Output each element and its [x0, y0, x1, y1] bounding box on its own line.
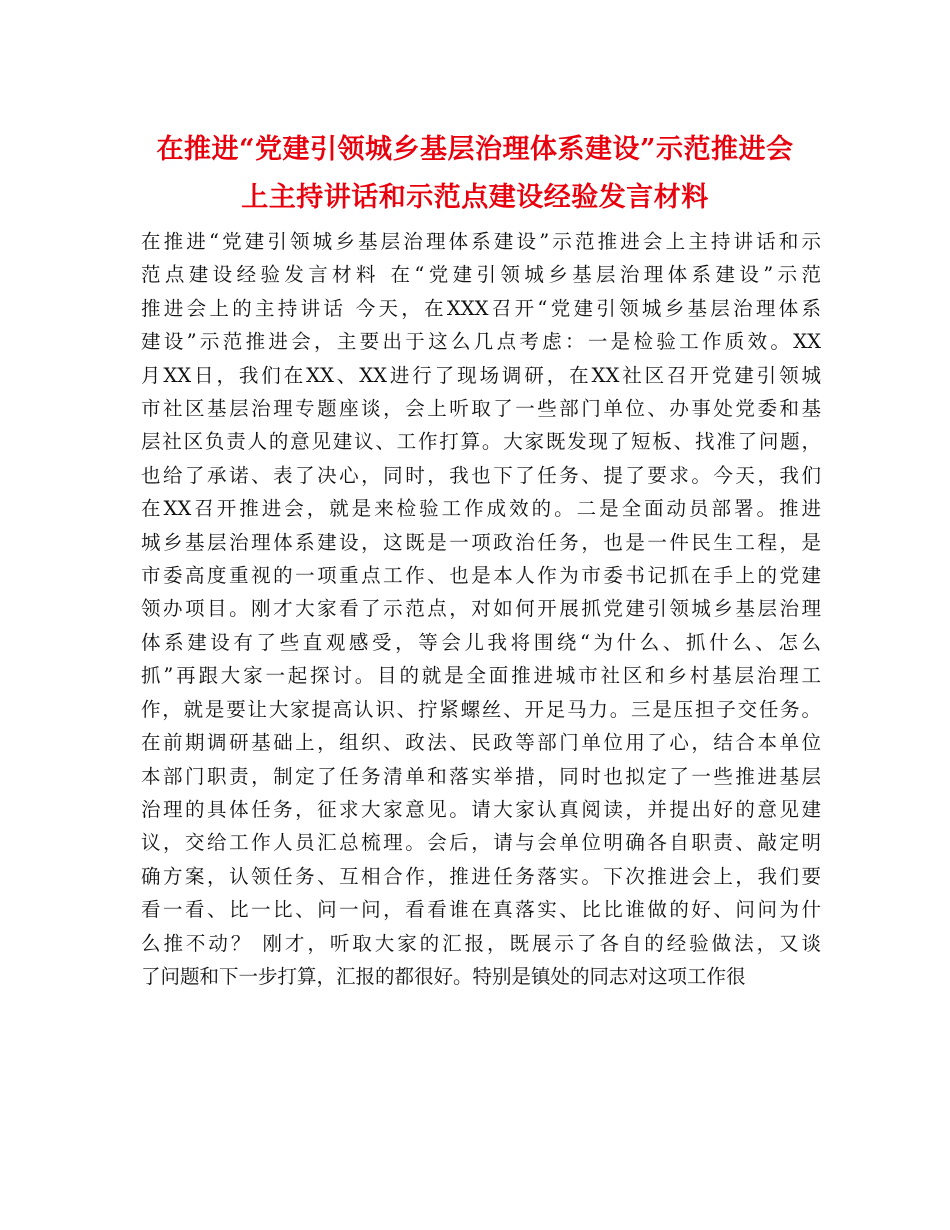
- body-line: 市社区基层治理专题座谈，会上听取了一些部门单位、办事处党委和基: [141, 397, 821, 421]
- title-line: 在推进“党建引领城乡基层治理体系建设”示范推进会: [156, 134, 794, 165]
- body-line: 城乡基层治理体系建设，这既是一项政治任务，也是一件民生工程，是: [141, 530, 821, 554]
- body-line: 治理的具体任务，征求大家意见。请大家认真阅读，并提出好的意见建: [141, 797, 821, 821]
- body-line: 了问题和下一步打算，汇报的都很好。特别是镇处的同志对这项工作很: [141, 964, 746, 988]
- body-line: 市委高度重视的一项重点工作、也是本人作为市委书记抓在手上的党建: [141, 564, 821, 588]
- body-line: 体系建设有了些直观感受，等会儿我将围绕“为什么、抓什么、怎么: [141, 630, 821, 654]
- body-line: 看一看、比一比、问一问，看看谁在真落实、比比谁做的好、问问为什: [141, 898, 821, 922]
- body-line: 范点建设经验发言材料 在“党建引领城乡基层治理体系建设”示范: [141, 263, 821, 287]
- body-line: 本部门职责，制定了任务清单和落实举措，同时也拟定了一些推进基层: [141, 764, 821, 788]
- body-line: 层社区负责人的意见建议、工作打算。大家既发现了短板、找准了问题，: [141, 430, 821, 454]
- body-line: 推进会上的主持讲话 今天，在XXX召开“党建引领城乡基层治理体系: [141, 296, 821, 320]
- body-line: 在前期调研基础上，组织、政法、民政等部门单位用了心，结合本单位: [141, 731, 821, 755]
- body-line: 月XX日，我们在XX、XX进行了现场调研，在XX社区召开党建引领城: [141, 363, 821, 387]
- body-line: 在推进“党建引领城乡基层治理体系建设”示范推进会上主持讲话和示: [141, 230, 821, 253]
- body-line: 建设”示范推进会，主要出于这么几点考虑：一是检验工作质效。XX: [141, 330, 821, 354]
- body-line: 议，交给工作人员汇总梳理。会后，请与会单位明确各自职责、敲定明: [141, 831, 821, 855]
- document-body: [141, 225, 821, 993]
- body-line: 么推不动？ 刚才，听取大家的汇报，既展示了各自的经验做法，又谈: [141, 931, 821, 955]
- title-line: 上主持讲话和示范点建设经验发言材料: [241, 182, 709, 213]
- body-line: 抓”再跟大家一起探讨。目的就是全面推进城市社区和乡村基层治理工: [141, 664, 821, 688]
- body-line: 作，就是要让大家提高认识、拧紧螺丝、开足马力。三是压担子交任务。: [141, 697, 821, 721]
- document-title: [110, 126, 840, 222]
- body-line: 领办项目。刚才大家看了示范点，对如何开展抓党建引领城乡基层治理: [141, 597, 821, 621]
- body-line: 也给了承诺、表了决心，同时，我也下了任务、提了要求。今天，我们: [141, 463, 821, 487]
- body-line: 在XX召开推进会，就是来检验工作成效的。二是全面动员部署。推进: [141, 497, 821, 521]
- body-line: 确方案，认领任务、互相合作，推进任务落实。下次推进会上，我们要: [141, 864, 821, 888]
